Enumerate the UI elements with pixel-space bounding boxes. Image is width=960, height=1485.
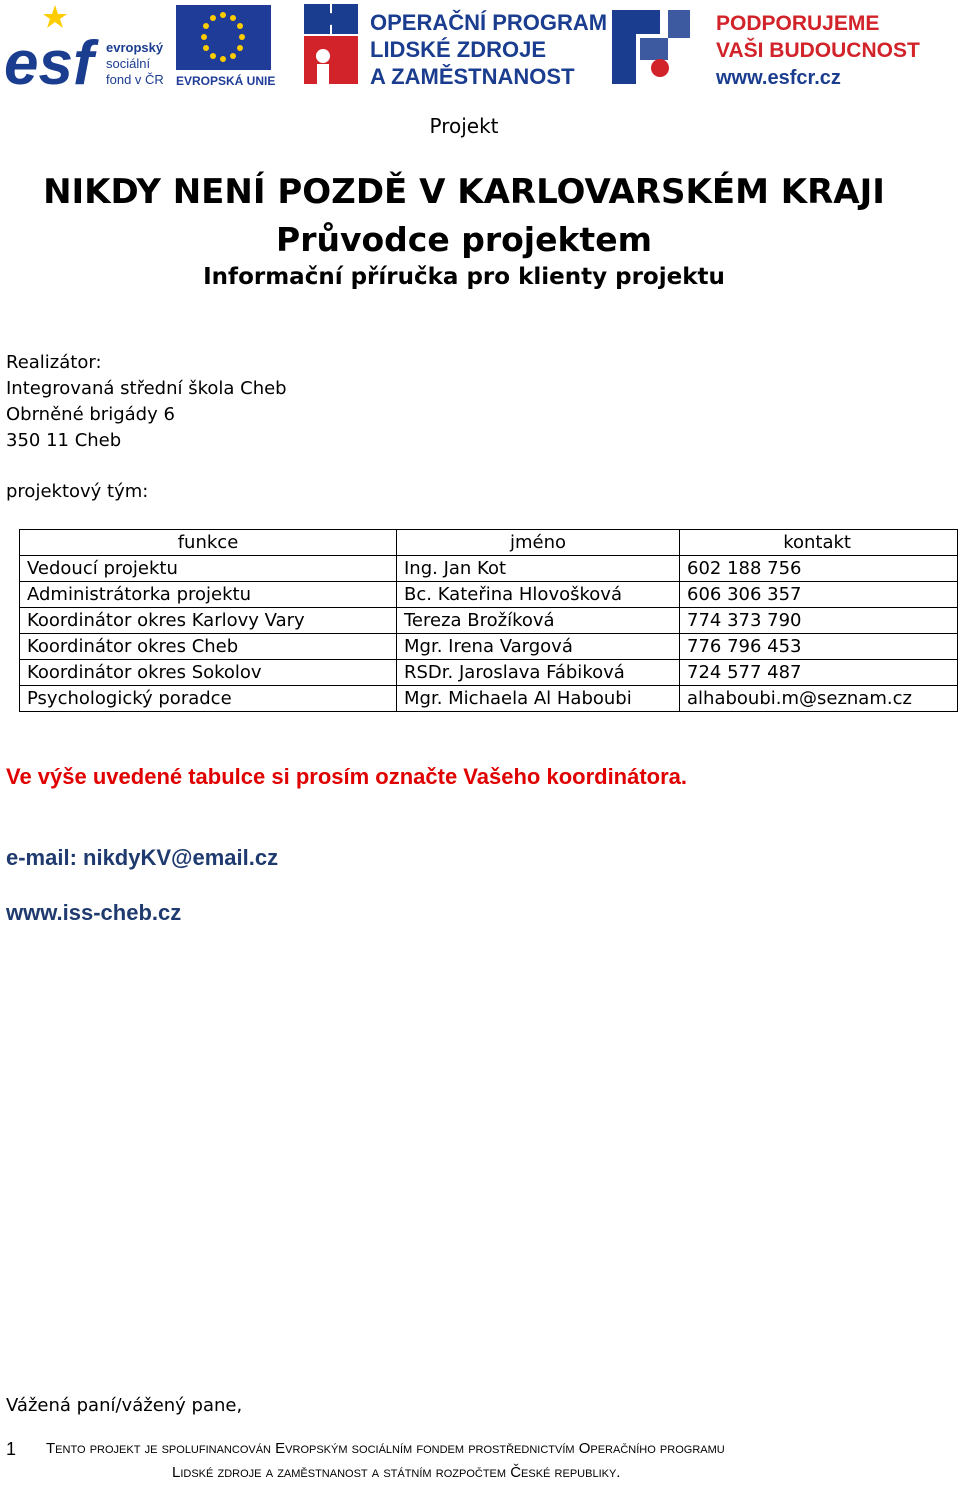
- logo-bar: [0, 0, 960, 92]
- table-cell: Psychologický poradce: [20, 686, 397, 712]
- op-lzz-logo: [304, 4, 607, 89]
- table-cell: Koordinátor okres Sokolov: [20, 660, 397, 686]
- page-title: NIKDY NENÍ POZDĚ V KARLOVARSKÉM KRAJI: [43, 172, 885, 212]
- op-puzzle-icon: [304, 4, 358, 84]
- web-link[interactable]: www.iss-cheb.cz: [6, 900, 182, 925]
- eu-caption: EVROPSKÁ UNIE: [176, 74, 276, 88]
- table-cell: Tereza Brožíková: [397, 608, 680, 634]
- greeting: Vážená paní/vážený pane,: [6, 1395, 243, 1416]
- table-cell: Ing. Jan Kot: [397, 556, 680, 582]
- page-subtitle: Průvodce projektem: [276, 220, 652, 259]
- table-row: [20, 634, 958, 660]
- table-cell: Vedoucí projektu: [20, 556, 397, 582]
- table-cell: 724 577 487: [680, 660, 958, 686]
- page-number: 1: [6, 1439, 17, 1459]
- table-cell: Koordinátor okres Karlovy Vary: [20, 608, 397, 634]
- op-line-3: A ZAMĚSTNANOST: [370, 64, 575, 89]
- eu-flag-logo: [176, 5, 275, 88]
- table-cell: Mgr. Michaela Al Haboubi: [397, 686, 680, 712]
- table-cell: Koordinátor okres Cheb: [20, 634, 397, 660]
- project-label: Projekt: [429, 114, 499, 138]
- table-cell: RSDr. Jaroslava Fábiková: [397, 660, 680, 686]
- table-cell: Administrátorka projektu: [20, 582, 397, 608]
- realizer-name: Integrovaná střední škola Cheb: [6, 378, 287, 399]
- table-cell: Mgr. Irena Vargová: [397, 634, 680, 660]
- table-header-row: [20, 530, 958, 556]
- coordinator-notice: Ve výše uvedené tabulce si prosím označte Vašeho koordinátora.: [6, 764, 688, 789]
- table-row: [20, 582, 958, 608]
- support-line-2: VAŠI BUDOUCNOST: [716, 39, 920, 62]
- support-line-1: PODPORUJEME: [716, 12, 880, 35]
- esf-logo: [4, 5, 164, 92]
- esf-text-3: fond v ČR: [106, 72, 164, 87]
- esf-text-2: sociální: [106, 56, 151, 71]
- column-header: funkce: [20, 530, 397, 556]
- table-row: [20, 608, 958, 634]
- table-cell: 774 373 790: [680, 608, 958, 634]
- table-row: [20, 686, 958, 712]
- logo-strip: [0, 0, 960, 92]
- realizer-city: 350 11 Cheb: [6, 430, 122, 451]
- table-cell: 776 796 453: [680, 634, 958, 660]
- table-cell: Bc. Kateřina Hlovošková: [397, 582, 680, 608]
- support-emblem-icon: [612, 10, 690, 84]
- footer-line-1: Tento projekt je spolufinancován Evropským sociálním fondem prostřednictvím Operačního programu: [46, 1440, 725, 1457]
- email-link[interactable]: e-mail: nikdyKV@email.cz: [6, 845, 279, 870]
- team-label: projektový tým:: [6, 481, 149, 502]
- table-cell: 602 188 756: [680, 556, 958, 582]
- support-logo: [612, 10, 920, 89]
- table-row: [20, 556, 958, 582]
- realizer-street: Obrněné brigády 6: [6, 404, 175, 425]
- support-url: www.esfcr.cz: [716, 67, 841, 89]
- footer-line-2: Lidské zdroje a zaměstnanost a státním rozpočtem České republiky.: [172, 1464, 621, 1481]
- table-cell: 606 306 357: [680, 582, 958, 608]
- esf-star-icon: [43, 5, 67, 28]
- table-cell: alhaboubi.m@seznam.cz: [680, 686, 958, 712]
- column-header: jméno: [397, 530, 680, 556]
- svg-text:esf: esf: [4, 29, 94, 92]
- column-header: kontakt: [680, 530, 958, 556]
- op-line-1: OPERAČNÍ PROGRAM: [370, 10, 608, 35]
- esf-text-1: evropský: [106, 40, 164, 55]
- realizer-label: Realizátor:: [6, 352, 102, 373]
- page-subtitle-2: Informační příručka pro klienty projektu: [203, 264, 725, 290]
- op-line-2: LIDSKÉ ZDROJE: [370, 37, 547, 62]
- table-row: [20, 660, 958, 686]
- team-table: [19, 529, 958, 712]
